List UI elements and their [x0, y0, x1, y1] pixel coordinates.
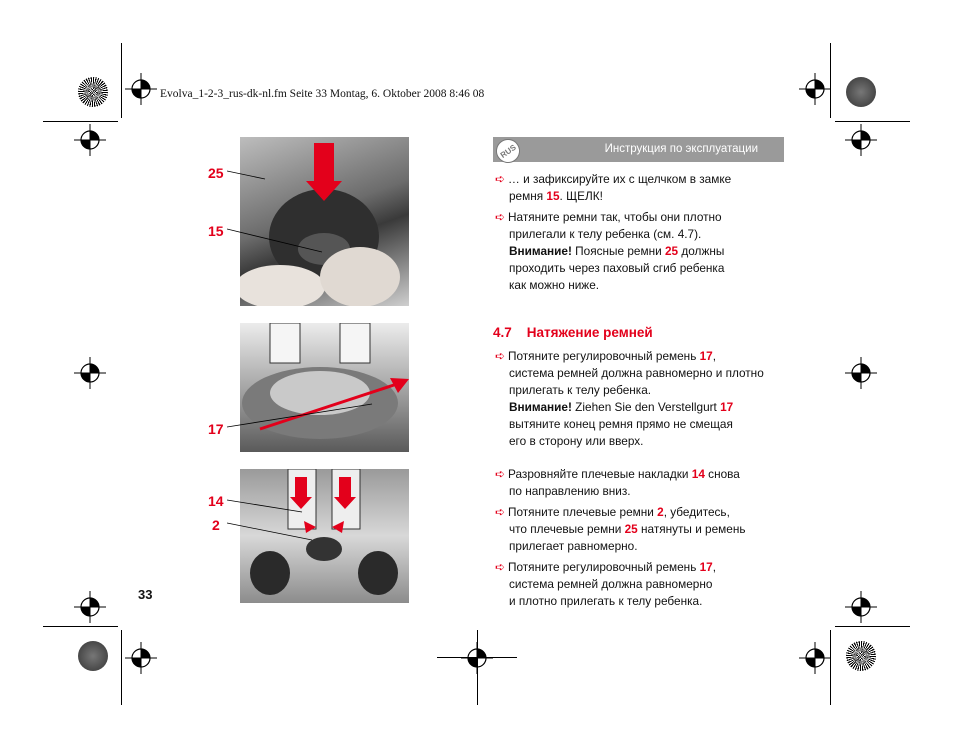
callout-25: 25 — [208, 165, 224, 181]
registration-target-icon — [74, 357, 106, 389]
leader-line — [227, 226, 327, 256]
banner-title: Инструкция по эксплуатации — [604, 143, 758, 155]
instruction-block-1 — [495, 171, 795, 294]
gray-disc-icon — [78, 641, 108, 671]
page-number: 33 — [138, 587, 153, 602]
registration-target-icon — [845, 124, 877, 156]
starburst-icon — [846, 641, 876, 671]
callout-14: 14 — [208, 493, 224, 509]
list-item: ➪ Натяните ремни так, чтобы они плотно прилегали к телу ребенка (см. 4.7). Внимание! Поясные ремни 25 должны проходить через паховый сгиб ребенка как можно ниже. — [495, 210, 725, 292]
callout-15: 15 — [208, 223, 224, 239]
leader-line — [227, 400, 377, 430]
leader-line — [227, 520, 317, 544]
registration-target-icon — [845, 357, 877, 389]
instruction-block-3 — [495, 466, 795, 610]
arrow-icon: ➪ — [495, 560, 506, 574]
registration-target-icon — [125, 642, 157, 674]
registration-target-icon — [74, 591, 106, 623]
callout-2: 2 — [212, 517, 220, 533]
starburst-icon — [78, 77, 108, 107]
photo-adjuster-strap — [240, 323, 409, 452]
callout-17: 17 — [208, 421, 224, 437]
leader-line — [227, 168, 267, 182]
section-title: 4.7 Натяжение ремней — [493, 325, 653, 340]
registration-target-icon — [74, 124, 106, 156]
registration-target-icon — [799, 73, 831, 105]
arrow-icon: ➪ — [495, 349, 506, 363]
arrow-icon: ➪ — [495, 210, 506, 224]
registration-target-icon — [845, 591, 877, 623]
gray-disc-icon — [846, 77, 876, 107]
child-seat-illustration-icon — [240, 323, 409, 452]
leader-line — [227, 497, 307, 517]
list-item: ➪ Разровняйте плечевые накладки 14 снова по направлению вниз. — [495, 467, 740, 498]
language-badge: RUS — [491, 134, 524, 167]
arrow-icon: ➪ — [495, 172, 506, 186]
list-item: ➪ … и зафиксируйте их с щелчком в замке ремня 15. ЩЕЛК! — [495, 172, 732, 203]
instruction-block-2 — [495, 348, 795, 450]
arrow-icon: ➪ — [495, 467, 506, 481]
print-info: Evolva_1-2-3_rus-dk-nl.fm Seite 33 Montag, 6. Oktober 2008 8:46 08 — [160, 88, 485, 100]
list-item: ➪ Потяните регулировочный ремень 17, система ремней должна равномерно и плотно прилегать к телу ребенка. — [495, 560, 717, 608]
arrow-icon: ➪ — [495, 505, 506, 519]
registration-target-icon — [799, 642, 831, 674]
section-banner — [493, 137, 784, 162]
list-item: ➪ Потяните регулировочный ремень 17, система ремней должна равномерно и плотно прилегать к телу ребенка. Внимание! Ziehen Sie den Verstellgurt 17 вытяните конец ремня прямо не смещая его в сторону или вверх. — [495, 349, 764, 448]
registration-target-icon — [125, 73, 157, 105]
photo-buckle — [240, 137, 409, 306]
buckle-illustration-icon — [240, 137, 409, 306]
list-item: ➪ Потяните плечевые ремни 2, убедитесь, что плечевые ремни 25 натянуты и ремень прилегает равномерно. — [495, 505, 746, 553]
